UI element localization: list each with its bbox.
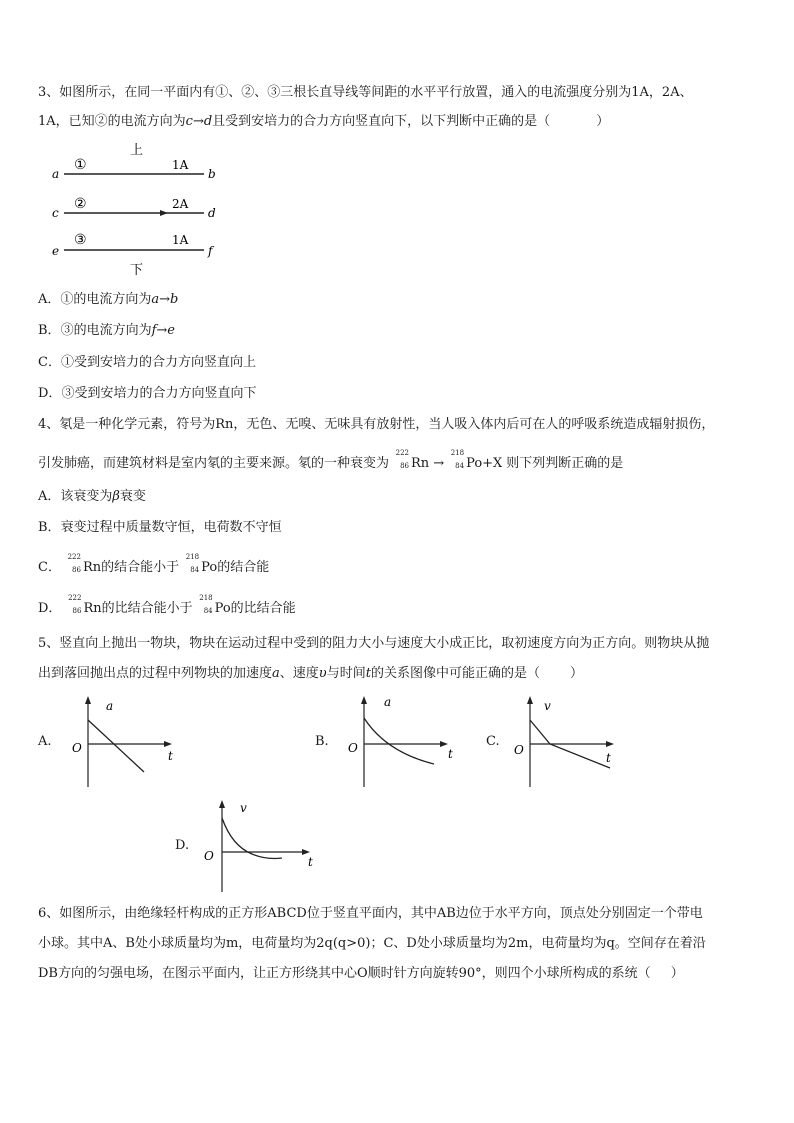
q4-stem-line1: 4、氡是一种化学元素，符号为Rn，无色、无嗅、无味具有放射性，当人吸入体内后可在人的呼吸系统造成辐射损伤， [38, 417, 715, 432]
y-axis-arrow-icon [85, 696, 91, 704]
option-label: D． [38, 601, 62, 616]
q6-stem-text: DB方向的匀强电场，在图示平面内，让正方形绕其中心O顺时针方向旋转90°，则四个小球所构成的系统（ [38, 966, 651, 981]
var-a: a [272, 666, 280, 681]
q6-stem-line2: 小球。其中A、B处小球质量均为m，电荷量均为2q(q>0)；C、D处小球质量均为2m，电荷量均为q。空间存在着沿 [38, 936, 706, 951]
nuclide-symbol: Rn [82, 560, 102, 575]
option-direction: a→b [151, 292, 179, 307]
option-text: ③受到安培力的合力方向竖直向下 [61, 386, 257, 401]
q5-stem-line1: 5、竖直向上抛出一物块，物块在运动过程中受到的阻力大小与速度大小成正比，取初速度方向为正方向。则物块从抛 [38, 636, 710, 651]
wire2-left-label: c [52, 206, 59, 220]
x-axis-label: t [308, 855, 313, 869]
option-text: 的结合能小于 [101, 560, 180, 575]
option-text: 该衰变为 [60, 489, 113, 504]
q6-stem-line1: 6、如图所示，由绝缘轻杆构成的正方形ABCD位于竖直平面内，其中AB边位于水平方向，顶点处分别固定一个带电 [38, 906, 703, 921]
figure-label-top: 上 [130, 143, 144, 158]
option-label: A． [38, 292, 61, 307]
nuclide-charge: 86 [400, 462, 410, 470]
nuclide-symbol: Rn [83, 601, 102, 616]
q5-graph-a[interactable] [60, 692, 190, 792]
wire1-right-label: b [208, 167, 216, 181]
q5-graph-d[interactable] [196, 796, 326, 896]
origin-label: O [204, 849, 214, 863]
y-axis-arrow-icon [219, 800, 225, 808]
wire2-right-label: d [208, 206, 216, 220]
q5-option-c-label[interactable]: C. [486, 734, 500, 749]
q4-stem-text-2: 则下列判断正确的是 [506, 456, 624, 471]
beta-symbol: β [112, 489, 120, 504]
nuclide-mass: 222 [395, 449, 410, 457]
nuclide-charge: 84 [203, 607, 213, 615]
origin-label: O [514, 743, 524, 757]
x-axis-arrow-icon [606, 741, 614, 747]
option-text: 衰变 [119, 489, 146, 504]
q3-current-direction: c→d [185, 114, 213, 129]
q5-stem-text-2: 、速度 [279, 666, 319, 681]
nuclide-symbol: Rn [411, 456, 430, 471]
q5-stem-line2 [38, 665, 583, 683]
radon-nuclide [389, 449, 411, 470]
graph-curve [364, 718, 434, 764]
q4-option-c[interactable] [38, 553, 270, 577]
q3-paren-close: ） [596, 114, 610, 129]
option-text: 的比结合能小于 [101, 601, 193, 616]
q5-stem-text: 出到落回抛出点的过程中列物块的加速度 [38, 666, 273, 681]
radon-nuclide [61, 594, 83, 615]
q5-option-b-label[interactable]: B. [315, 734, 329, 749]
q4-stem-text: 引发肺癌，而建筑材料是室内氡的主要来源。氡的一种衰变为 [38, 456, 390, 471]
option-label: C． [38, 355, 61, 370]
wire2-number: ② [74, 196, 87, 212]
option-direction: f→e [151, 323, 175, 338]
q6-stem-line3 [38, 965, 684, 983]
q5-paren-close: ） [569, 666, 583, 681]
var-t: t [365, 666, 371, 681]
y-axis-label: a [384, 695, 392, 709]
q4-option-a[interactable] [38, 488, 146, 506]
polonium-nuclide [193, 594, 215, 615]
graph-curve [88, 720, 144, 772]
option-label: C． [38, 560, 61, 575]
y-axis-arrow-icon [361, 696, 367, 704]
y-axis-label: v [544, 699, 551, 713]
x-axis-label: t [448, 747, 453, 761]
nuclide-symbol: Po [201, 560, 218, 575]
var-v: υ [318, 666, 327, 681]
wire3-left-label: e [52, 244, 60, 258]
q4-option-d[interactable] [38, 594, 296, 618]
nuclide-symbol: Po [466, 456, 483, 471]
q5-stem-text-3: 与时间 [326, 666, 366, 681]
q5-option-a-label[interactable]: A. [38, 734, 52, 749]
nuclide-mass: 222 [68, 594, 82, 602]
q5-graph-b[interactable] [336, 692, 466, 792]
option-label: A． [38, 489, 61, 504]
q5-stem-text-4: 的关系图像中可能正确的是（ [370, 666, 540, 681]
y-axis-label: v [240, 801, 247, 815]
option-label: B． [38, 520, 61, 535]
q3-stem-line2 [38, 113, 609, 131]
q4-stem-line2 [38, 449, 624, 473]
q3-stem-text: 1A，已知②的电流方向为 [38, 114, 186, 129]
q3-option-b[interactable] [38, 322, 175, 340]
wire1-current: 1A [172, 158, 189, 172]
x-axis-label: t [606, 751, 611, 765]
radon-nuclide [61, 553, 83, 574]
q3-stem-line1: 3、如图所示，在同一平面内有①、②、③三根长直导线等间距的水平平行放置，通入的电流强度分别为1A，2A、 [38, 85, 693, 100]
q5-graph-c[interactable] [502, 692, 632, 792]
q5-option-d-label[interactable]: D. [175, 838, 190, 853]
wire1-number: ① [74, 157, 87, 173]
nuclide-mass: 218 [199, 594, 213, 602]
option-label: B． [38, 323, 61, 338]
nuclide-charge: 84 [455, 462, 465, 470]
wire3-right-label: f [208, 244, 213, 258]
nuclide-mass: 218 [450, 449, 465, 457]
q3-option-d[interactable] [38, 385, 256, 403]
wire2-arrow-icon [160, 210, 168, 216]
q3-stem-text-2: 且受到安培力的合力方向竖直向下，以下判断中正确的是（ [212, 114, 551, 129]
x-axis-arrow-icon [440, 741, 448, 747]
q6-paren-close: ） [670, 966, 684, 981]
nuclide-charge: 84 [190, 566, 200, 574]
option-text: 的结合能 [217, 560, 270, 575]
q3-wire-figure [44, 140, 234, 280]
origin-label: O [72, 741, 82, 755]
decay-arrow: → [433, 456, 445, 471]
x-axis-arrow-icon [164, 741, 172, 747]
wire3-number: ③ [74, 232, 87, 248]
decay-product-x: +X [482, 456, 503, 471]
q3-option-c[interactable] [38, 354, 256, 372]
option-text: ①受到安培力的合力方向竖直向上 [60, 355, 256, 370]
nuclide-mass: 222 [67, 553, 81, 561]
q3-option-a[interactable] [38, 291, 178, 309]
wire1-left-label: a [52, 167, 60, 181]
nuclide-charge: 86 [72, 607, 82, 615]
figure-label-bottom: 下 [130, 263, 144, 278]
option-label: D． [38, 386, 62, 401]
nuclide-mass: 218 [185, 553, 200, 561]
y-axis-arrow-icon [527, 696, 533, 704]
x-axis-label: t [168, 749, 173, 763]
option-text: ①的电流方向为 [60, 292, 152, 307]
polonium-nuclide [179, 553, 201, 574]
polonium-nuclide [444, 449, 466, 470]
option-text: ③的电流方向为 [60, 323, 152, 338]
option-text: 的比结合能 [230, 601, 296, 616]
q4-option-b[interactable] [38, 519, 282, 537]
y-axis-label: a [106, 699, 114, 713]
nuclide-symbol: Po [214, 601, 231, 616]
wire2-current: 2A [172, 197, 189, 211]
origin-label: O [348, 741, 358, 755]
option-text: 衰变过程中质量数守恒，电荷数不守恒 [60, 520, 282, 535]
wire3-current: 1A [172, 233, 189, 247]
nuclide-charge: 86 [72, 566, 81, 574]
